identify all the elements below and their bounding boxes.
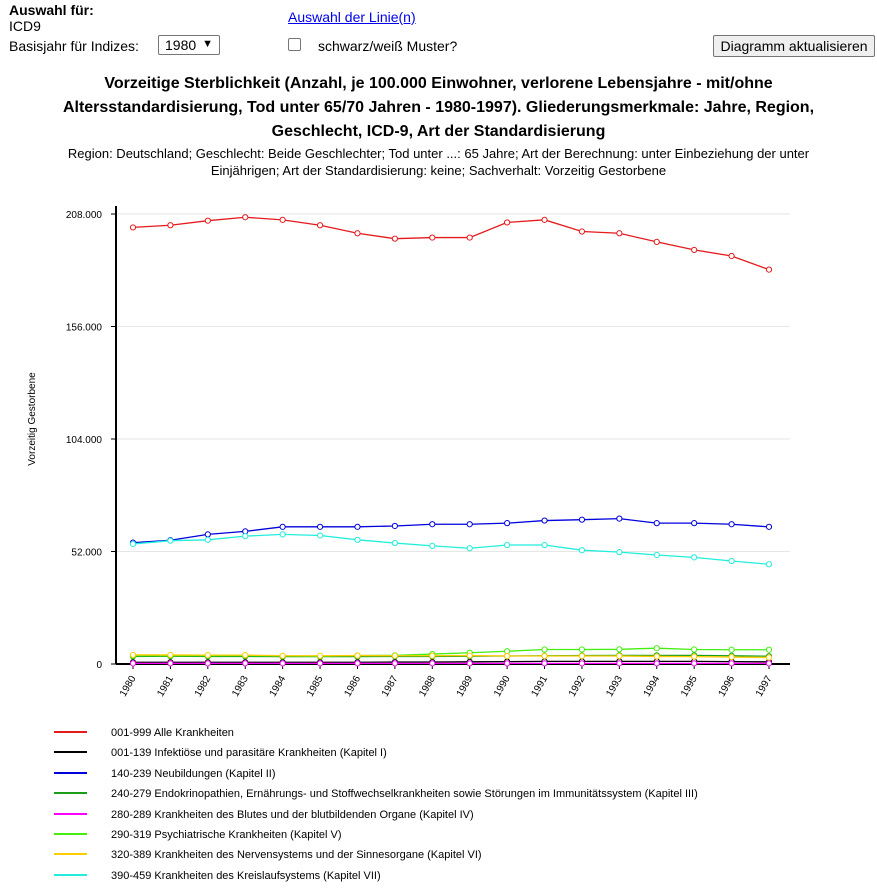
data-point: [430, 661, 435, 666]
data-point: [205, 653, 210, 658]
data-point: [467, 235, 472, 240]
legend-label: 290-319 Psychiatrische Krankheiten (Kapitel V): [111, 828, 342, 841]
basisjahr-select-value: 1980: [165, 37, 197, 53]
data-point: [130, 652, 135, 657]
x-tick-label: 1982: [192, 674, 214, 699]
legend-swatch: [54, 813, 87, 815]
x-tick-label: 1994: [641, 674, 663, 699]
data-point: [467, 522, 472, 527]
schwarz-weiss-label: schwarz/weiß Muster?: [318, 38, 458, 54]
legend-swatch: [54, 751, 87, 753]
x-tick-label: 1986: [342, 674, 364, 699]
y-tick-label: 156.000: [65, 322, 102, 334]
data-point: [729, 654, 734, 659]
legend-label: 320-389 Krankheiten des Nervensystems und der Sinnesorgane (Kapitel VI): [111, 849, 482, 862]
x-tick-label: 1997: [753, 674, 775, 699]
data-point: [505, 661, 510, 666]
data-point: [355, 653, 360, 658]
data-point: [430, 543, 435, 548]
data-point: [205, 537, 210, 542]
data-point: [205, 532, 210, 537]
data-point: [579, 548, 584, 553]
data-point: [280, 653, 285, 658]
basisjahr-select[interactable]: [158, 35, 220, 55]
control-bar: [0, 0, 877, 60]
data-point: [243, 215, 248, 220]
data-point: [617, 231, 622, 236]
legend-swatch: [54, 853, 87, 855]
series-line: [133, 217, 769, 269]
y-axis-label: Vorzeitig Gestorbene: [27, 372, 38, 466]
data-point: [579, 229, 584, 234]
data-point: [430, 235, 435, 240]
legend-label: 240-279 Endokrinopathien, Ernährungs- und Stoffwechselkrankheiten sowie Störungen im Immunitätssystem (Kapitel III): [111, 788, 698, 801]
legend-swatch: [54, 792, 87, 794]
data-point: [692, 521, 697, 526]
data-point: [766, 647, 771, 652]
data-point: [579, 661, 584, 666]
data-point: [168, 661, 173, 666]
legend-label: 001-139 Infektiöse und parasitäre Krankheiten (Kapitel I): [111, 747, 387, 760]
data-point: [130, 541, 135, 546]
schwarz-weiss-checkbox[interactable]: [288, 38, 301, 51]
series-line: [133, 534, 769, 564]
x-tick-label: 1995: [679, 674, 700, 699]
data-point: [467, 546, 472, 551]
y-tick-label: 0: [96, 660, 102, 671]
data-point: [654, 239, 659, 244]
data-point: [392, 653, 397, 658]
basisjahr-label: Basisjahr für Indizes:: [9, 38, 139, 54]
data-point: [280, 217, 285, 222]
x-tick-label: 1988: [417, 674, 438, 699]
data-point: [317, 661, 322, 666]
data-point: [654, 661, 659, 666]
auswahl-value: ICD9: [9, 18, 41, 34]
data-point: [317, 533, 322, 538]
y-tick-label: 208.000: [65, 210, 102, 221]
y-tick-label: 52.000: [71, 547, 102, 559]
data-point: [729, 253, 734, 258]
data-point: [617, 653, 622, 658]
x-tick-label: 1996: [716, 674, 738, 699]
data-point: [579, 653, 584, 658]
chart-title: Vorzeitige Sterblichkeit (Anzahl, je 100.000 Einwohner, verlorene Lebensjahre - mit/ohne Altersstandardisierung, Tod unter 65/70 Jahren - 1980-1997). Gliederungsmerkmale: Jahre, Region, Geschlecht, ICD-9, Art der Standardisierung: [62, 75, 815, 140]
data-point: [505, 653, 510, 658]
x-tick-label: 1991: [529, 674, 551, 699]
x-tick-label: 1981: [155, 674, 177, 699]
data-point: [729, 661, 734, 666]
data-point: [766, 655, 771, 660]
legend-label: 280-289 Krankheiten des Blutes und der blutbildenden Organe (Kapitel IV): [111, 808, 474, 821]
data-point: [542, 647, 547, 652]
x-tick-label: 1983: [230, 674, 251, 699]
legend-label: 001-999 Alle Krankheiten: [111, 727, 234, 739]
data-point: [430, 522, 435, 527]
data-point: [392, 236, 397, 241]
data-point: [280, 532, 285, 537]
x-tick-label: 1993: [604, 674, 625, 699]
series-line: [133, 661, 769, 662]
data-point: [654, 654, 659, 659]
data-point: [542, 542, 547, 547]
dropdown-arrow-icon: ▼: [202, 38, 213, 50]
data-point: [355, 661, 360, 666]
data-point: [467, 661, 472, 666]
data-point: [766, 562, 771, 567]
data-point: [392, 523, 397, 528]
data-point: [579, 647, 584, 652]
data-point: [392, 540, 397, 545]
legend-swatch: [54, 833, 87, 835]
linie-auswahl-link[interactable]: Auswahl der Linie(n): [288, 9, 416, 25]
legend-label: 140-239 Neubildungen (Kapitel II): [111, 767, 276, 780]
diagramm-aktualisieren-button[interactable]: Diagramm aktualisieren: [713, 35, 875, 57]
data-point: [692, 647, 697, 652]
auswahl-label: Auswahl für:: [9, 2, 94, 18]
data-point: [766, 267, 771, 272]
data-point: [355, 537, 360, 542]
data-point: [205, 661, 210, 666]
data-point: [467, 653, 472, 658]
data-point: [692, 661, 697, 666]
data-point: [617, 516, 622, 521]
x-tick-label: 1985: [305, 674, 326, 699]
data-point: [317, 223, 322, 228]
data-point: [168, 538, 173, 543]
data-point: [505, 220, 510, 225]
data-point: [130, 225, 135, 230]
data-point: [243, 661, 248, 666]
series-line: [133, 519, 769, 543]
data-point: [654, 552, 659, 557]
data-point: [617, 550, 622, 555]
data-point: [130, 661, 135, 666]
line-chart: [0, 190, 877, 720]
data-point: [243, 653, 248, 658]
data-point: [729, 522, 734, 527]
data-point: [430, 653, 435, 658]
data-point: [542, 661, 547, 666]
data-point: [542, 518, 547, 523]
x-tick-label: 1984: [267, 674, 289, 699]
data-point: [317, 524, 322, 529]
data-point: [692, 247, 697, 252]
data-point: [392, 661, 397, 666]
data-point: [355, 231, 360, 236]
legend-swatch: [54, 874, 87, 876]
data-point: [280, 524, 285, 529]
data-point: [243, 534, 248, 539]
data-point: [766, 524, 771, 529]
data-point: [579, 517, 584, 522]
data-point: [617, 647, 622, 652]
data-point: [505, 542, 510, 547]
data-point: [355, 524, 360, 529]
x-tick-label: 1987: [379, 674, 401, 699]
data-point: [168, 652, 173, 657]
data-point: [280, 661, 285, 666]
data-point: [617, 661, 622, 666]
x-tick-label: 1989: [454, 674, 476, 699]
data-point: [505, 521, 510, 526]
data-point: [542, 653, 547, 658]
data-point: [542, 217, 547, 222]
legend-swatch: [54, 731, 87, 733]
data-point: [692, 555, 697, 560]
y-tick-label: 104.000: [65, 435, 102, 446]
x-tick-label: 1992: [566, 674, 588, 699]
data-point: [729, 558, 734, 563]
data-point: [729, 647, 734, 652]
data-point: [168, 223, 173, 228]
chart-subtitle: Region: Deutschland; Geschlecht: Beide Geschlechter; Tod unter ...: 65 Jahre; Art der Berechnung: unter Einbeziehung der unter Einjährigen; Art der Standardisierung: keine; Sachverhalt: Vorzeitig Gestorbene: [67, 146, 810, 178]
x-tick-label: 1990: [492, 674, 513, 699]
x-tick-label: 1980: [117, 674, 139, 699]
data-point: [317, 653, 322, 658]
data-point: [766, 661, 771, 666]
data-point: [654, 521, 659, 526]
legend-label: 390-459 Krankheiten des Kreislaufsystems (Kapitel VII): [111, 869, 381, 882]
legend-swatch: [54, 772, 87, 774]
data-point: [205, 218, 210, 223]
data-point: [654, 646, 659, 651]
data-point: [692, 654, 697, 659]
